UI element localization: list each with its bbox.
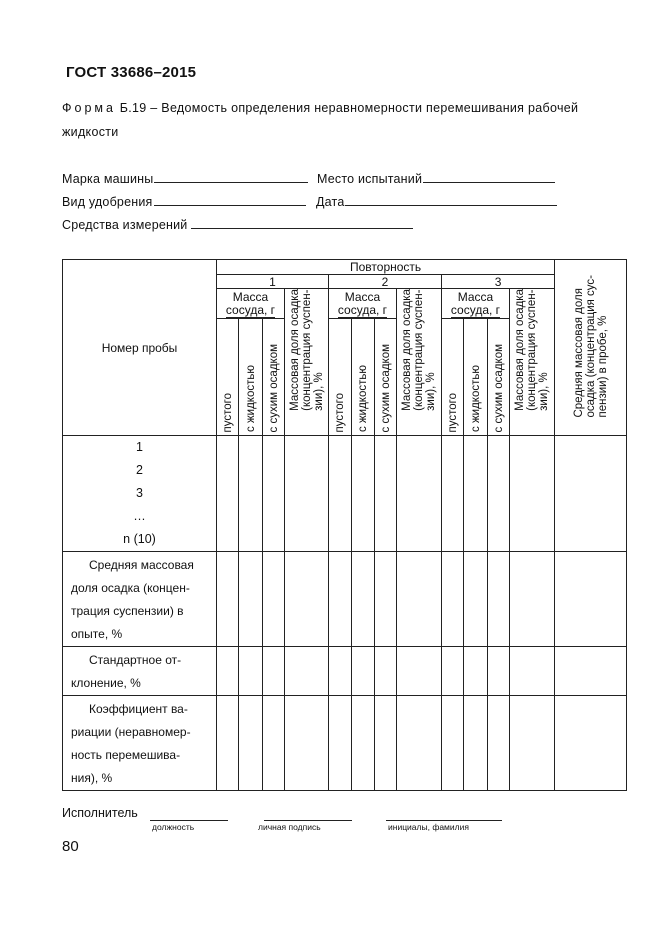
col-liquid-3 [464, 319, 488, 436]
signature-line[interactable] [264, 819, 352, 821]
cell[interactable] [329, 436, 352, 552]
avg-header-line1: Средняя массовая доля [572, 287, 585, 418]
fraction-line2: (концентрация суспен- [526, 289, 539, 411]
sample-row-ellipsis: … [133, 509, 146, 523]
cell[interactable] [217, 696, 239, 791]
fertilizer-field [62, 193, 306, 209]
form-title-line2: жидкости [62, 125, 119, 139]
col-dry-label: с сухим осадком [492, 343, 505, 432]
fertilizer-field-label: Вид удобрения [62, 195, 153, 209]
form-title [62, 101, 578, 115]
cell[interactable] [375, 696, 397, 791]
fraction-line1: Массовая доля осадка [401, 289, 413, 411]
cell[interactable] [217, 552, 239, 647]
fraction-line1: Массовая доля осадка [288, 289, 301, 411]
cell[interactable] [510, 647, 555, 696]
mass-line1: Масса [457, 289, 494, 304]
col-empty-label: пустого [446, 392, 459, 432]
col-empty-3 [442, 319, 464, 436]
cell[interactable] [555, 647, 627, 696]
name-line[interactable] [386, 819, 502, 821]
cell[interactable] [352, 436, 375, 552]
date-field [316, 193, 557, 209]
col-empty-label: пустого [221, 392, 234, 432]
instruments-field-label: Средства измерений [62, 218, 188, 232]
col-dry-2 [375, 319, 397, 436]
col-dry-label: с сухим осадком [267, 343, 280, 432]
mass-line1: Масса [344, 289, 381, 304]
cell[interactable] [239, 436, 263, 552]
cell[interactable] [375, 552, 397, 647]
cell[interactable] [464, 647, 488, 696]
repeatability-header: Повторность [217, 260, 555, 275]
sample-row-n: n (10) [123, 532, 156, 546]
mass-header-3 [442, 289, 510, 319]
fraction-line1: Массовая доля осадка [514, 289, 527, 411]
page-number: 80 [62, 838, 79, 855]
cell[interactable] [488, 552, 510, 647]
cell[interactable] [329, 696, 352, 791]
cell[interactable] [488, 696, 510, 791]
sample-number-header: Номер пробы [63, 260, 217, 436]
cell[interactable] [285, 436, 329, 552]
cell[interactable] [375, 647, 397, 696]
col-dry-3 [488, 319, 510, 436]
avg-row-label [63, 552, 217, 647]
name-caption: инициалы, фамилия [388, 822, 469, 832]
cell[interactable] [239, 696, 263, 791]
cv-row-line1: Коэффициент ва- [89, 702, 188, 716]
col-liquid-label: с жидкостью [357, 365, 369, 432]
cell[interactable] [217, 436, 239, 552]
col-dry-1 [263, 319, 285, 436]
cell[interactable] [555, 436, 627, 552]
fraction-header-1 [285, 289, 329, 436]
cell[interactable] [555, 696, 627, 791]
fraction-header-3 [510, 289, 555, 436]
cell[interactable] [555, 552, 627, 647]
col-empty-2 [329, 319, 352, 436]
col-liquid-label: с жидкостью [244, 365, 257, 432]
cell[interactable] [397, 436, 442, 552]
cell[interactable] [510, 552, 555, 647]
mass-line2: сосуда, г [450, 302, 501, 317]
cell[interactable] [352, 552, 375, 647]
cell[interactable] [375, 436, 397, 552]
cv-row-line4: ния), % [71, 771, 113, 785]
cell[interactable] [352, 647, 375, 696]
avg-fraction-header [555, 260, 627, 436]
mass-header-2 [329, 289, 397, 319]
cell[interactable] [442, 436, 464, 552]
avg-row-line2: доля осадка (концен- [71, 581, 190, 595]
date-field-label: Дата [316, 195, 345, 209]
cell[interactable] [352, 696, 375, 791]
cell[interactable] [442, 696, 464, 791]
cell[interactable] [397, 696, 442, 791]
cell[interactable] [488, 647, 510, 696]
position-caption: должность [152, 822, 195, 832]
cell[interactable] [217, 647, 239, 696]
cell[interactable] [464, 552, 488, 647]
cell[interactable] [442, 552, 464, 647]
avg-header-line3: пензии) в пробе, % [596, 315, 609, 418]
position-line[interactable] [150, 819, 228, 821]
fraction-line3: зии), % [312, 372, 325, 411]
cell[interactable] [442, 647, 464, 696]
cell[interactable] [239, 552, 263, 647]
results-table [62, 259, 627, 791]
repeat-3-header: 3 [442, 275, 555, 289]
place-field-label: Место испытаний [317, 172, 423, 186]
col-liquid-label: с жидкостью [469, 365, 482, 432]
repeat-2-header: 2 [329, 275, 442, 289]
machine-field-line[interactable] [154, 170, 308, 183]
machine-field [62, 170, 308, 186]
cell[interactable] [263, 552, 285, 647]
avg-row-line4: опыте, % [71, 627, 123, 641]
std-row-label [63, 647, 217, 696]
executor-label: Исполнитель [62, 806, 138, 820]
cell[interactable] [488, 436, 510, 552]
sample-rows [63, 436, 217, 552]
cell[interactable] [397, 647, 442, 696]
cell[interactable] [285, 552, 329, 647]
form-title-line1: Б.19 – Ведомость определения неравномерности перемешивания рабочей [115, 101, 579, 115]
fertilizer-field-line[interactable] [154, 193, 306, 206]
cell[interactable] [510, 696, 555, 791]
std-row-line2: клонение, % [71, 676, 141, 690]
cell[interactable] [239, 647, 263, 696]
cell[interactable] [285, 696, 329, 791]
mass-line1: Масса [232, 289, 269, 304]
sample-row-1: 1 [136, 440, 143, 454]
fraction-line2: (концентрация суспен- [413, 289, 425, 411]
signature-caption: личная подпись [258, 822, 321, 832]
cell[interactable] [464, 696, 488, 791]
cell[interactable] [263, 436, 285, 552]
cell[interactable] [510, 436, 555, 552]
cell[interactable] [464, 436, 488, 552]
mass-line2: сосуда, г [225, 302, 276, 317]
form-label: Форма [62, 101, 116, 115]
avg-row-line3: трация суспензии) в [71, 604, 184, 618]
sample-row-2: 2 [136, 463, 143, 477]
repeat-1-header: 1 [217, 275, 329, 289]
col-liquid-2 [352, 319, 375, 436]
col-empty-label: пустого [334, 392, 346, 432]
cv-row-line3: ность перемешива- [71, 748, 181, 762]
place-field-line[interactable] [423, 170, 555, 183]
machine-field-label: Марка машины [62, 172, 154, 186]
cell[interactable] [263, 647, 285, 696]
document-standard-header: ГОСТ 33686–2015 [66, 64, 197, 81]
fraction-header-2 [397, 289, 442, 436]
instruments-field [62, 216, 413, 232]
col-dry-label: с сухим осадком [379, 343, 392, 432]
place-field [317, 170, 555, 186]
fraction-line3: зии), % [425, 372, 437, 411]
std-row-line1: Стандартное от- [89, 653, 182, 667]
col-empty-1 [217, 319, 239, 436]
avg-row-line1: Средняя массовая [89, 558, 194, 572]
fraction-line3: зии), % [538, 372, 551, 411]
cell[interactable] [397, 552, 442, 647]
cell[interactable] [285, 647, 329, 696]
avg-header-line2: осадка (концентрация сус- [584, 274, 597, 418]
mass-line2: сосуда, г [337, 302, 388, 317]
mass-header-1 [217, 289, 285, 319]
col-liquid-1 [239, 319, 263, 436]
cv-row-line2: риации (неравномер- [71, 725, 191, 739]
instruments-field-line[interactable] [191, 216, 413, 229]
date-field-line[interactable] [345, 193, 557, 206]
cell[interactable] [329, 647, 352, 696]
cv-row-label [63, 696, 217, 791]
cell[interactable] [329, 552, 352, 647]
sample-row-3: 3 [136, 486, 143, 500]
cell[interactable] [263, 696, 285, 791]
fraction-line2: (концентрация суспен- [300, 289, 313, 411]
